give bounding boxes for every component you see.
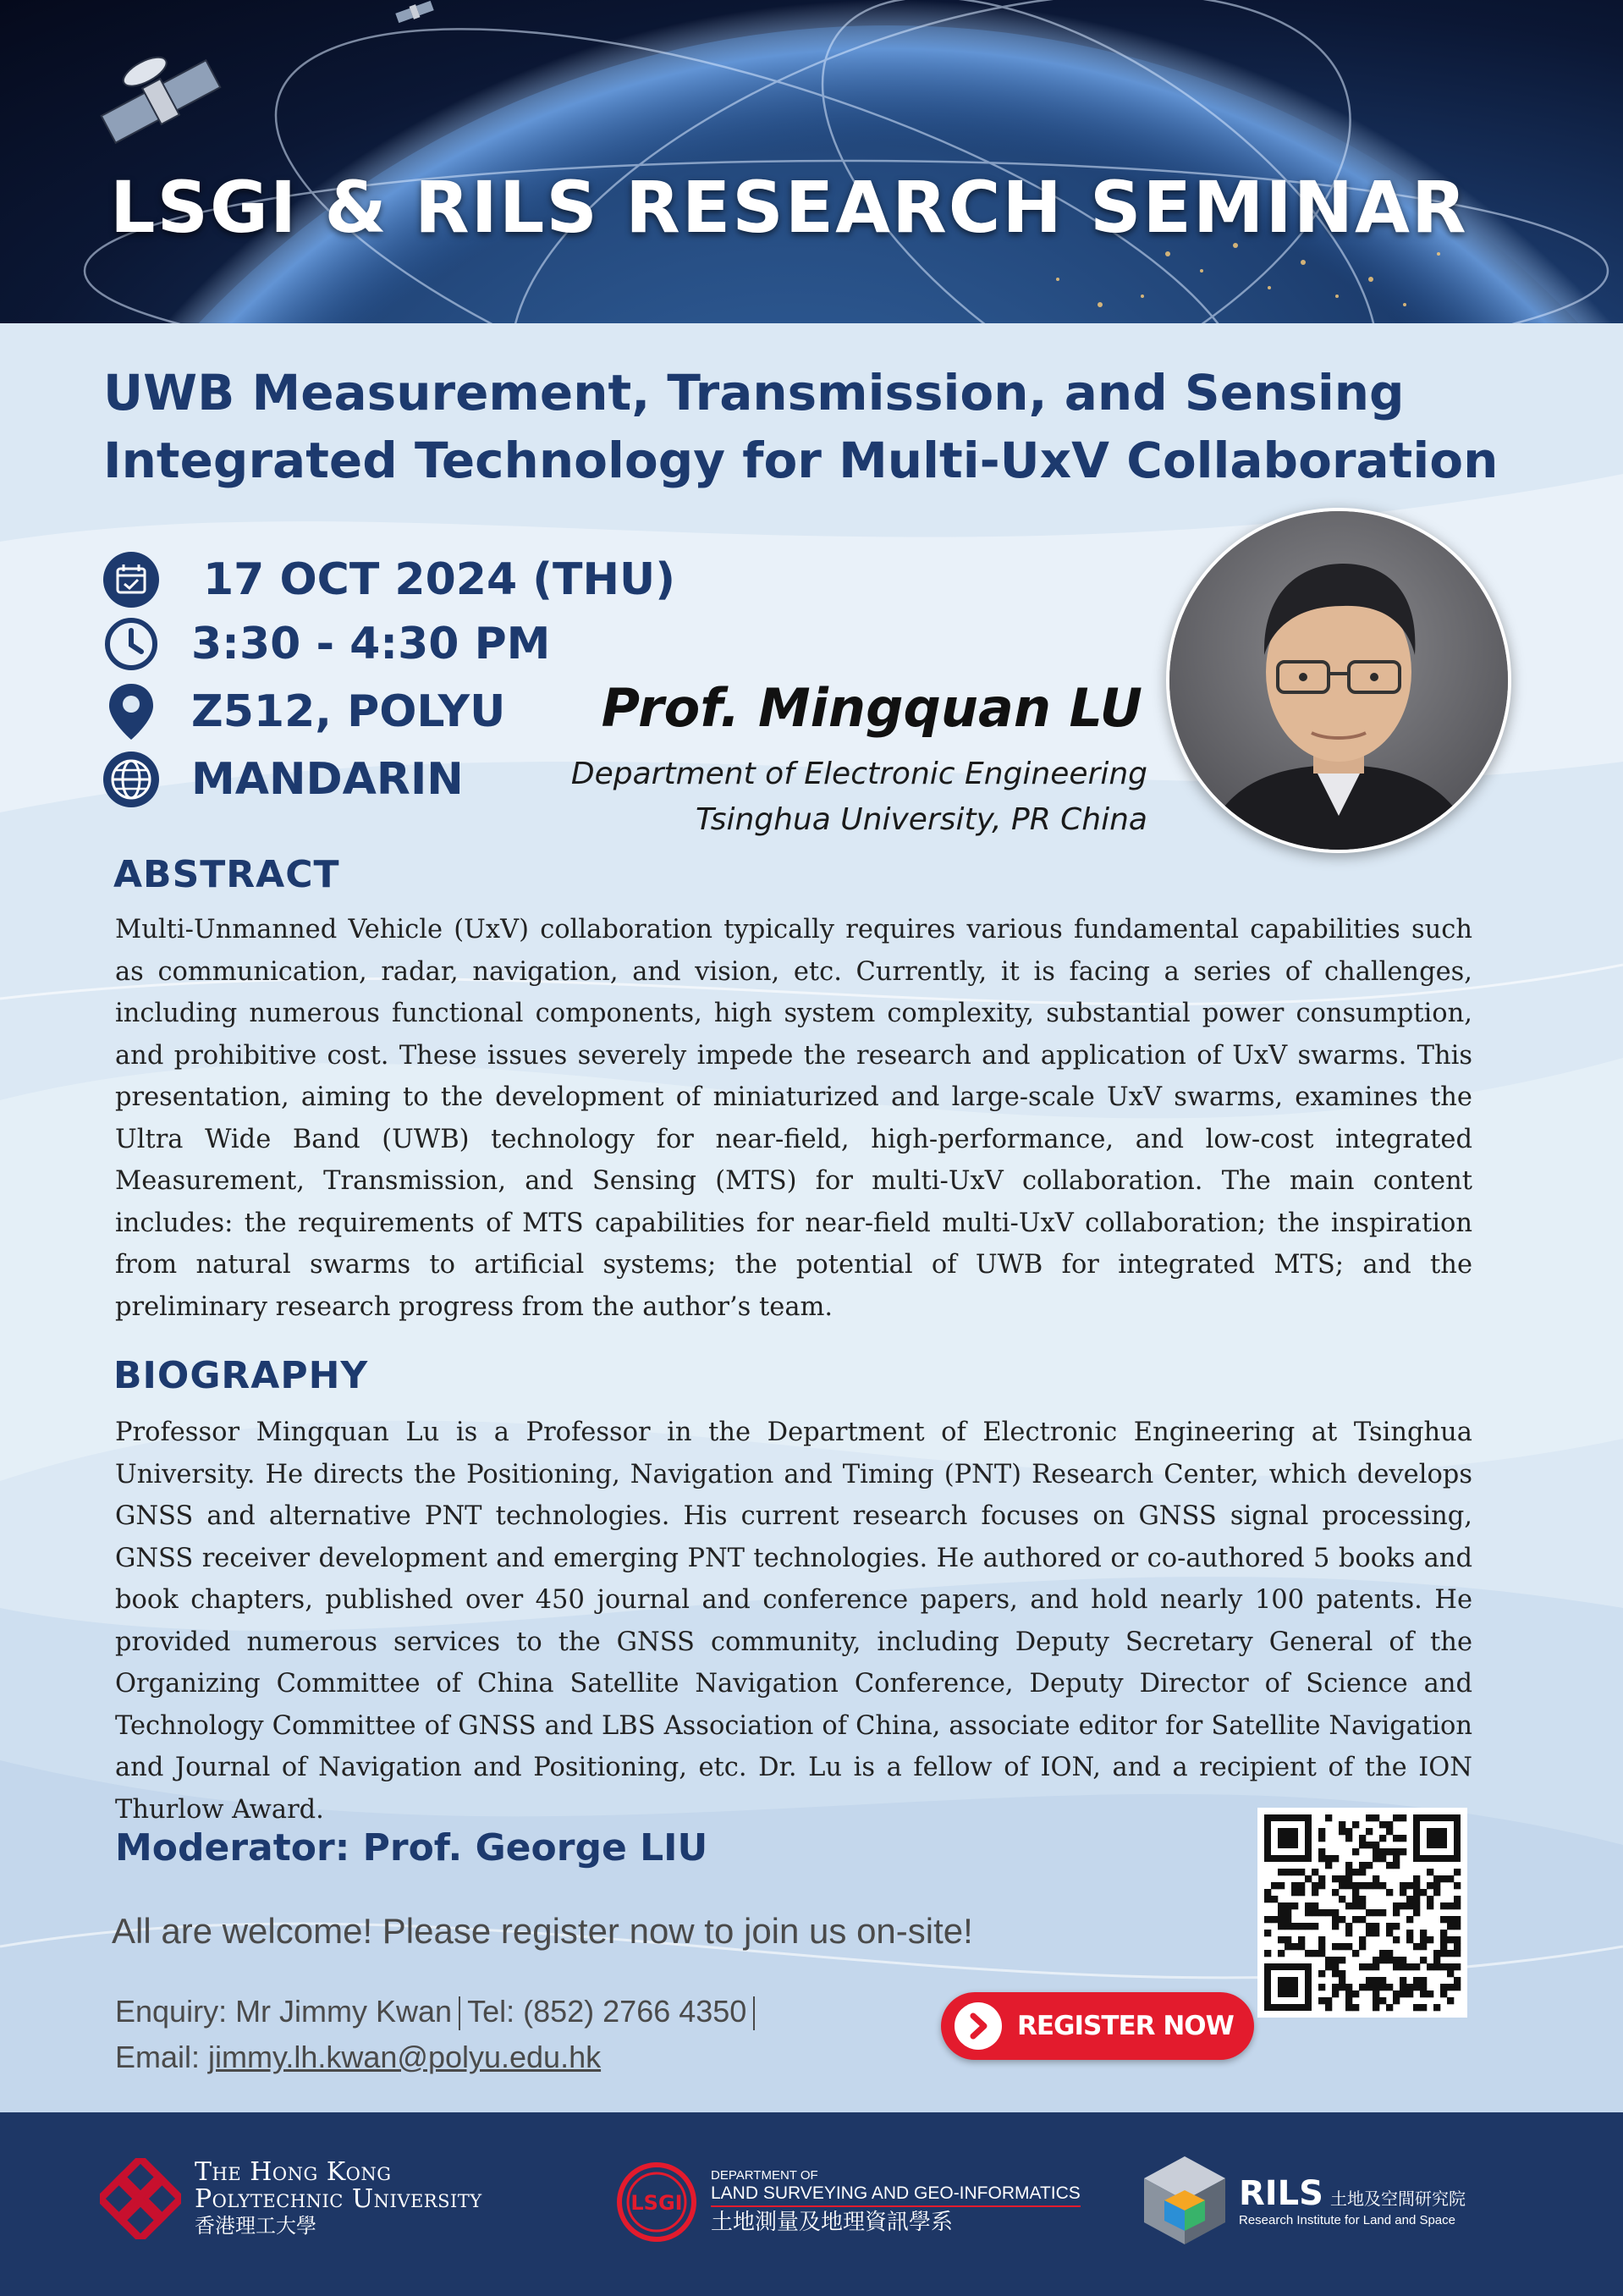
- rils-cube-icon: [1141, 2153, 1229, 2248]
- separator: [753, 1996, 755, 2030]
- event-venue: Z512, POLYU: [191, 686, 506, 737]
- talk-title-line-1: UWB Measurement, Transmission, and Sensing: [103, 364, 1405, 421]
- register-now-label: REGISTER NOW: [1017, 2011, 1234, 2041]
- lsgi-dept-chinese: 土地測量及地理資訊學系: [711, 2209, 954, 2234]
- event-venue-row: [102, 682, 505, 741]
- lsgi-badge-text: LSGI: [630, 2191, 683, 2215]
- talk-title-line-2: Integrated Technology for Multi-UxV Collaboration: [103, 432, 1499, 489]
- speaker-name: Prof. Mingquan LU: [601, 677, 1142, 739]
- event-date-row: [102, 550, 675, 609]
- calendar-icon: [102, 550, 161, 609]
- enquiry-block: [115, 1989, 762, 2080]
- email-label: Email:: [115, 2040, 209, 2074]
- event-language: MANDARIN: [191, 754, 464, 805]
- abstract-heading: ABSTRACT: [113, 853, 340, 896]
- earth-satellite-illustration: [0, 0, 1623, 323]
- globe-icon: [102, 750, 161, 809]
- arrow-right-icon: [955, 2002, 1002, 2050]
- rils-acronym: RILS: [1239, 2173, 1323, 2213]
- event-language-row: [102, 750, 464, 809]
- clock-icon: [102, 614, 161, 674]
- polyu-emblem-icon: [100, 2158, 181, 2239]
- seminar-series-title: LSGI & RILS RESEARCH SEMINAR: [110, 166, 1468, 249]
- biography-heading: BIOGRAPHY: [113, 1354, 369, 1397]
- lsgi-dept-name: LAND SURVEYING AND GEO-INFORMATICS: [711, 2183, 1081, 2207]
- polyu-name-line-1: The Hong Kong: [195, 2157, 392, 2187]
- lsgi-dept-of: DEPARTMENT OF: [711, 2168, 818, 2183]
- abstract-text: Multi-Unmanned Vehicle (UxV) collaboration typically requires various fundamental capabilities such as communication, radar, navigation, and vision, etc. Currently, it is facing a series of challenges, including numerous functional components, high system complexity, substantial power consumption, and prohibitive cost. These issues severely impede the research and application of UxV swarms. This presentation, aiming to the development of miniaturized and large-scale UxV swarms, examines the Ultra Wide Band (UWB) technology for near-field, high-performance, and low-cost integrated Measurement, Transmission, and Sensing (MTS) for multi-UxV collaboration. The main content includes: the requirements of MTS capabilities for near-field multi-UxV collaboration; the inspiration from natural swarms to artificial systems; the potential of UWB for integrated MTS; and the preliminary research progress from the author’s team.: [115, 915, 1472, 1322]
- rils-full-name: Research Institute for Land and Space: [1239, 2212, 1455, 2227]
- separator: [459, 1996, 460, 2030]
- event-time: 3:30 - 4:30 PM: [191, 619, 551, 669]
- registration-qr-code[interactable]: [1257, 1808, 1467, 2018]
- polyu-name-chinese: 香港理工大學: [195, 2214, 316, 2238]
- lsgi-logo: [616, 2161, 1081, 2243]
- rils-name-chinese: 土地及空間研究院: [1329, 2189, 1466, 2209]
- enquiry-tel: Tel: (852) 2766 4350: [467, 1994, 747, 2029]
- polyu-name-line-2: Polytechnic University: [195, 2184, 482, 2214]
- speaker-photo: [1166, 508, 1511, 853]
- welcome-message: All are welcome! Please register now to join us on-site!: [112, 1911, 973, 1951]
- enquiry-contact: Enquiry: Mr Jimmy Kwan: [115, 1994, 453, 2029]
- location-pin-icon: [102, 682, 161, 741]
- email-link[interactable]: jimmy.lh.kwan@polyu.edu.hk: [208, 2040, 602, 2074]
- footer: [0, 2112, 1623, 2296]
- talk-title: [103, 359, 1542, 494]
- speaker-university: Tsinghua University, PR China: [696, 802, 1147, 837]
- speaker-affiliation: [571, 752, 1147, 843]
- moderator: Moderator: Prof. George LIU: [115, 1826, 708, 1869]
- rils-logo: [1141, 2153, 1466, 2248]
- event-time-row: [102, 614, 550, 674]
- lsgi-emblem-icon: [616, 2161, 697, 2243]
- speaker-department: Department of Electronic Engineering: [570, 757, 1147, 791]
- register-now-button[interactable]: [941, 1992, 1254, 2060]
- polyu-logo: [100, 2158, 482, 2239]
- biography-text: Professor Mingquan Lu is a Professor in the Department of Electronic Engineering at Tsinghua University. He directs the Positioning, Navigation and Timing (PNT) Research Center, which develops GNSS and alternative PNT technologies. His current research focuses on GNSS signal processing, GNSS receiver development and emerging PNT technologies. He authored or co-authored 5 books and book chapters, published over 450 journal and conference papers, and hold nearly 100 patents. He provided numerous services to the GNSS community, including Deputy Secretary General of the Organizing Committee of China Satellite Navigation Conference, Deputy Director of Science and Technology Committee of GNSS and LBS Association of China, associate editor for Satellite Navigation and Journal of Navigation and Positioning, etc. Dr. Lu is a fellow of ION, and a recipient of the ION Thurlow Award.: [115, 1418, 1472, 1825]
- header-banner: [0, 0, 1623, 323]
- event-date: 17 OCT 2024 (THU): [203, 554, 675, 605]
